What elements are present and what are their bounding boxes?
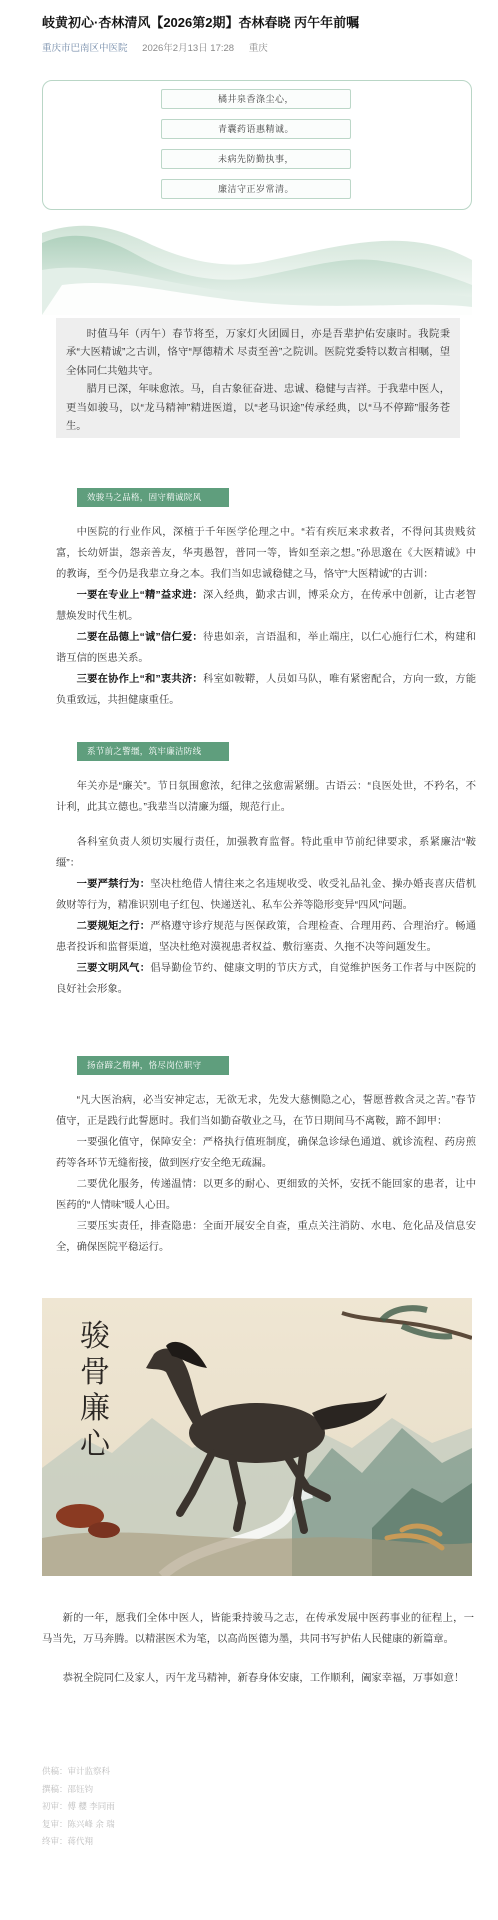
item-text: 待患如亲，言语温和，举止端庄，以仁心施行仁术，构建和谐互信的医患关系。 xyxy=(56,632,477,664)
section-paragraph: 各科室负责人须切实履行责任，加强教育监督。特此重申节前纪律要求，系紧廉洁“鞍缰”： xyxy=(56,837,476,869)
credit-line: 终审：蒋代翔 xyxy=(42,1836,94,1846)
section-item xyxy=(56,916,476,958)
section-paragraph: 年关亦是“廉关”。节日氛围愈浓，纪律之弦愈需紧绷。古语云：“良医处世，不矜名，不计利，此其立德也。”我辈当以清廉为缰，规范行止。 xyxy=(56,781,476,813)
section-paragraph: 二要优化服务，传递温情：以更多的耐心、更细致的关怀，安抚不能回家的患者，让中医药的“人情味”暖人心田。 xyxy=(56,1179,476,1211)
poem-box xyxy=(42,80,472,210)
section-heading: 效骏马之品格，固守精诚院风 xyxy=(77,488,229,507)
mountain-landscape-image xyxy=(42,215,472,315)
account-name-link[interactable]: 重庆市巴南区中医院 xyxy=(42,43,128,54)
article-meta xyxy=(42,40,268,54)
intro-box xyxy=(56,318,460,438)
closing-paragraph: 新的一年，愿我们全体中医人，皆能秉持骏马之志，在传承发展中医药事业的征程上，一马当先，万马奔腾。以精湛医术为笔，以高尚医德为墨，共同书写护佑人民健康的新篇章。 xyxy=(42,1613,474,1645)
article-title: 岐黄初心·杏林清风【2026第2期】杏林春晓 丙午年前嘱 xyxy=(42,15,360,30)
section-paragraph: 三要压实责任，排查隐患：全面开展安全自查，重点关注消防、水电、危化品及信息安全，确保医院平稳运行。 xyxy=(56,1221,476,1253)
poem-line: 廉洁守正岁常清。 xyxy=(161,179,351,199)
closing-paragraph: 恭祝全院同仁及家人，丙午龙马精神，新春身体安康，工作顺利，阖家幸福，万事如意！ xyxy=(62,1673,465,1684)
item-text: 坚决杜绝借人情往来之名违规收受、收受礼品礼金、操办婚丧喜庆借机敛财等行为，精准识别电子红包、快递送礼、私车公养等隐形变异“四风”问题。 xyxy=(56,879,477,911)
item-lead: 一要在专业上“精”益求进： xyxy=(76,590,203,601)
section-paragraph: 中医院的行业作风，深植于千年医学伦理之中。“若有疾厄来求救者，不得问其贵贱贫富，长幼妍蚩，怨亲善友，华夷愚智，普同一等，皆如至亲之想。”孙思邈在《大医精诚》中的教诲，至今仍是我辈立身之本。我们当如忠诚稳健之马，恪守“大医精诚”的古训： xyxy=(56,527,476,580)
section-paragraph: 一要强化值守，保障安全：严格执行值班制度，确保急诊绿色通道、就诊流程、药房煎药等各环节无缝衔接，做到医疗安全绝无疏漏。 xyxy=(56,1137,476,1169)
publish-location: 重庆 xyxy=(248,43,268,54)
section-item xyxy=(56,669,476,711)
section-item xyxy=(56,627,476,669)
credit-line: 供稿：审计监察科 xyxy=(42,1766,111,1776)
item-lead: 二要在品德上“诚”信仁爱： xyxy=(76,632,203,643)
section-heading: 系节前之警缰，筑牢廉洁防线 xyxy=(77,742,229,761)
poem-line: 青囊药语惠精诚。 xyxy=(161,119,351,139)
credit-line: 撰稿：邵钰钧 xyxy=(42,1783,94,1794)
credits-list xyxy=(42,1763,115,1851)
intro-paragraph: 腊月已深，年味愈浓。马，自古象征奋进、忠诚、稳健与吉祥。于我辈中医人，更当如骏马，以“龙马精神”精进医道，以“老马识途”传承经典，以“马不停蹄”服务苍生。 xyxy=(66,384,450,433)
section-body xyxy=(56,1090,476,1258)
item-text: 深入经典，勤求古训，博采众方，在传承中创新，让古老智慧焕发时代生机。 xyxy=(56,590,477,622)
section-item xyxy=(56,874,476,916)
item-text: 科室如鞍鞯，人员如马队，唯有紧密配合，方向一致，方能负重致远，共担健康重任。 xyxy=(56,674,477,706)
credit-line: 初审：傅 櫻 李同雨 xyxy=(42,1801,115,1811)
calligraphy-char: 骏 xyxy=(80,1319,110,1354)
section-heading: 扬奋蹄之精神，恪尽岗位职守 xyxy=(77,1056,229,1075)
poem-line: 未病先防勤执事， xyxy=(161,149,351,169)
section-item xyxy=(56,585,476,627)
calligraphy-char: 廉 xyxy=(80,1391,110,1426)
item-text: 严格遵守诊疗规范与医保政策，合理检查、合理用药、合理治疗。畅通患者投诉和监督渠道，坚决杜绝对漠视患者权益、敷衍塞责、久拖不决等问题发生。 xyxy=(56,921,477,953)
section-body xyxy=(56,522,476,711)
item-lead: 二要规矩之行： xyxy=(76,921,151,932)
calligraphy-char: 骨 xyxy=(80,1355,110,1390)
calligraphy-char: 心 xyxy=(80,1427,110,1462)
item-lead: 三要在协作上“和”衷共济： xyxy=(76,674,203,685)
horse-painting-image xyxy=(42,1298,472,1576)
section-item xyxy=(56,958,476,1000)
section-paragraph: “凡大医治病，必当安神定志，无欲无求，先发大慈恻隐之心，誓愿普救含灵之苦。”春节值守，正是践行此誓愿时。我们当如勤奋敬业之马，在节日期间马不离鞍，蹄不卸甲： xyxy=(56,1095,476,1127)
section-body xyxy=(56,776,476,1000)
poem-line: 橘井泉香涤尘心， xyxy=(161,89,351,109)
item-lead: 一要严禁行为： xyxy=(76,879,151,890)
intro-paragraph: 时值马年（丙午）春节将至，万家灯火团圆日，亦是吾辈护佑安康时。我院秉承“大医精诚”之古训，恪守“厚德精术 尽责至善”之院训。医院党委特以数言相嘱，望全体同仁共勉共守。 xyxy=(66,329,450,377)
item-lead: 三要文明风气： xyxy=(76,963,151,974)
credit-line: 复审：陈兴峰 余 瑞 xyxy=(42,1818,115,1829)
closing-text xyxy=(42,1608,474,1689)
item-text: 倡导勤俭节约、健康文明的节庆方式，自觉维护医务工作者与中医院的良好社会形象。 xyxy=(56,963,477,995)
publish-date: 2026年2月13日 17:28 xyxy=(142,43,235,54)
